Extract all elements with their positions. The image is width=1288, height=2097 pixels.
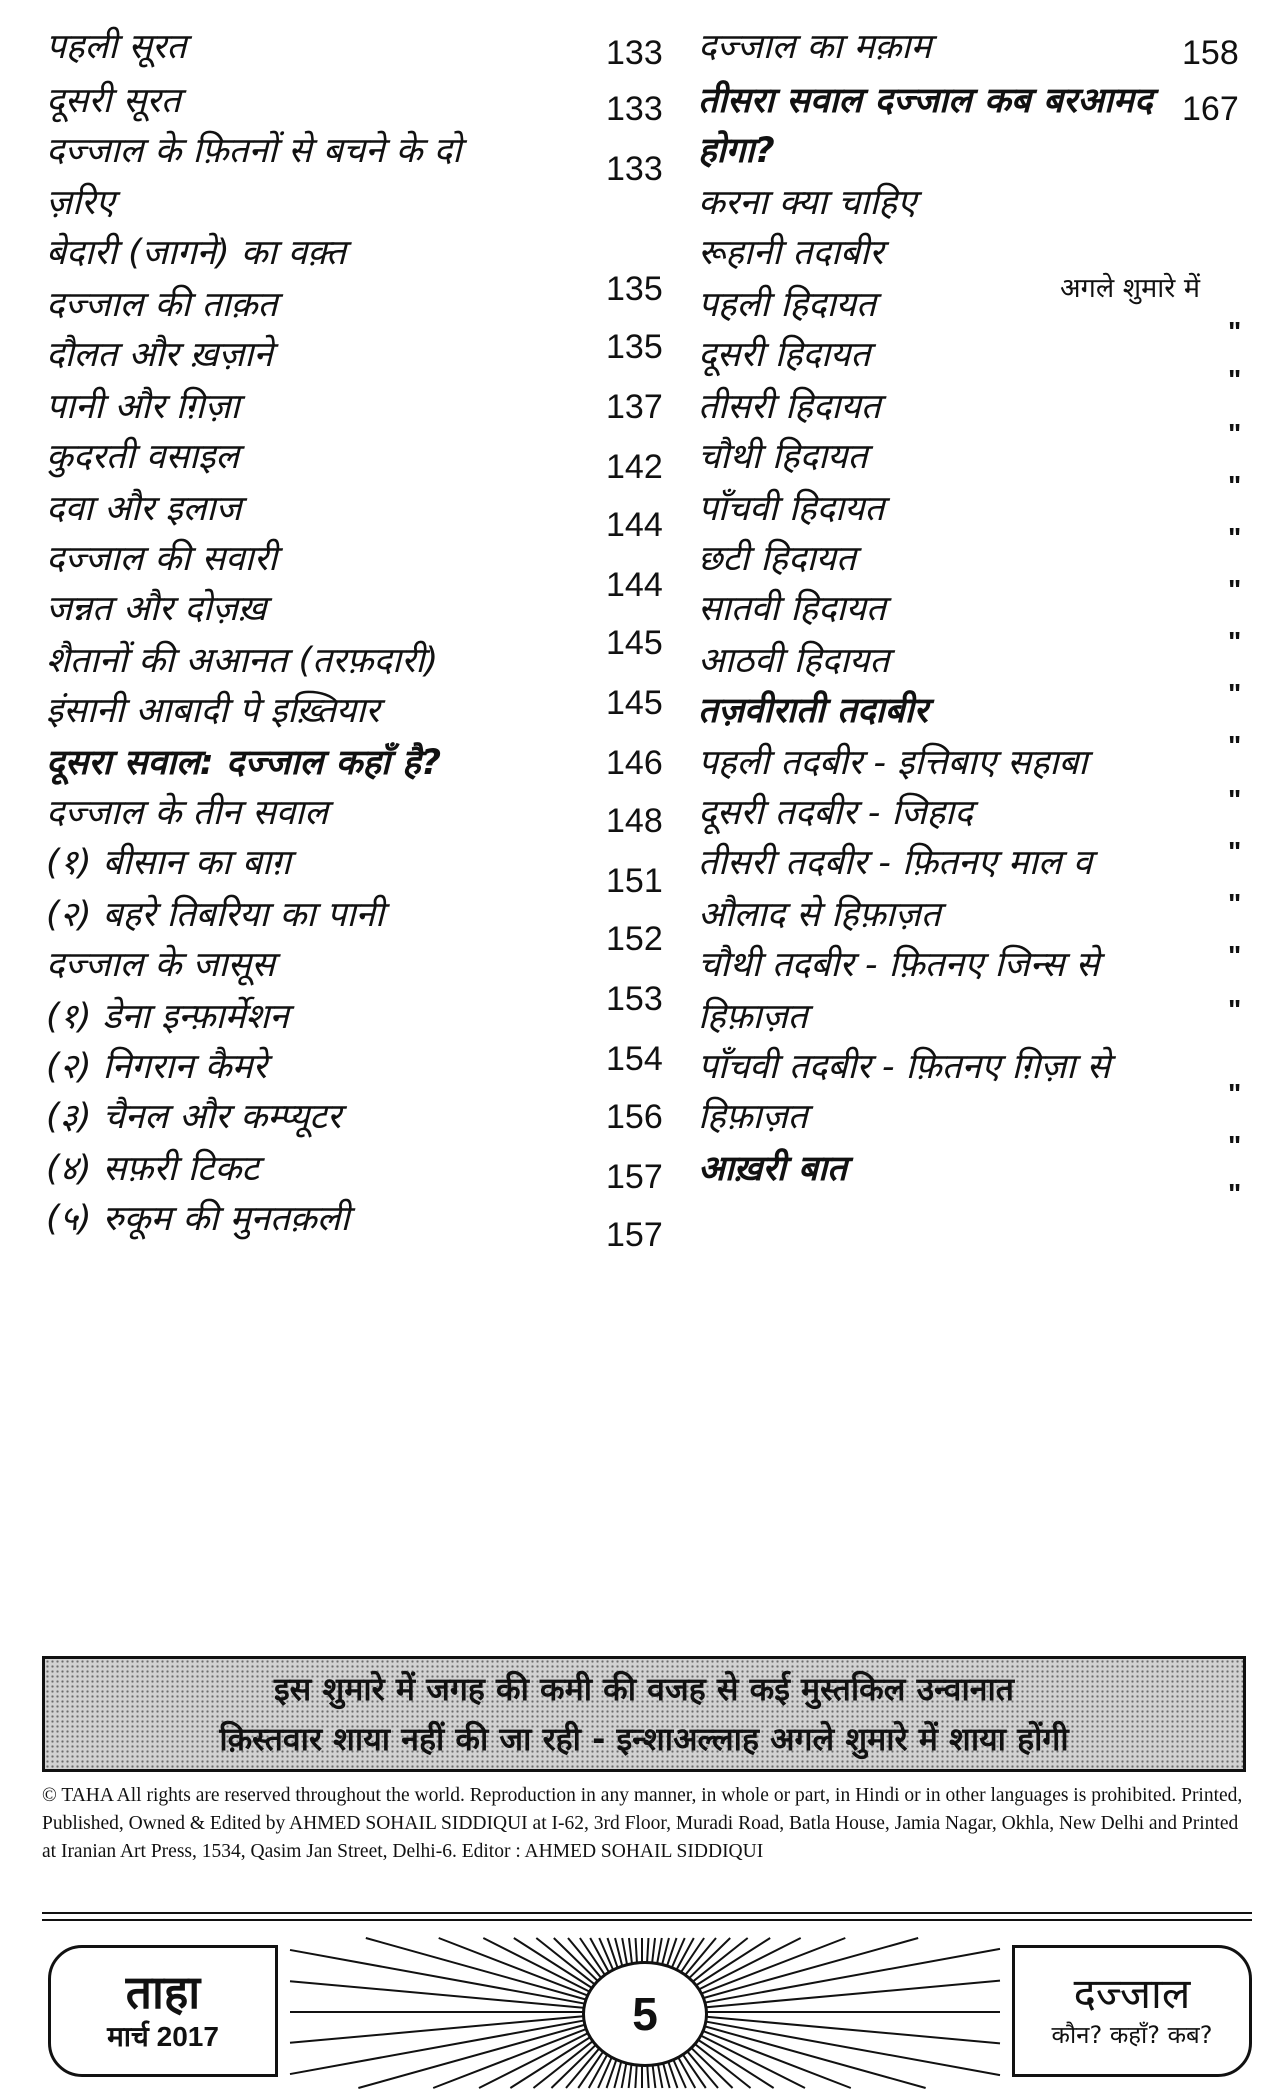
toc-entry-title: आठवी हिदायत <box>698 641 890 681</box>
ditto-mark: " <box>1228 994 1240 1025</box>
series-subtitle: कौन? कहाँ? कब? <box>1051 2020 1213 2049</box>
ditto-mark: " <box>1228 574 1240 605</box>
page-number: 154 <box>606 1040 663 1078</box>
page-number: 157 <box>606 1216 663 1254</box>
toc-entry-title: दूसरी तदबीर - जिहाद <box>698 793 973 833</box>
toc-entry-title: दज्जाल के जासूस <box>46 945 275 985</box>
toc-entry-title: हिफ़ाज़त <box>698 1097 808 1137</box>
footer-rule-bottom <box>42 1919 1252 1921</box>
toc-entry-title: (१) बीसान का बाग़ <box>46 843 291 883</box>
page-number: 133 <box>606 34 663 72</box>
toc-entry-title: (२) बहरे तिबरिया का पानी <box>46 895 385 935</box>
toc-entry-title: तीसरी हिदायत <box>698 387 881 427</box>
page-number: 145 <box>606 684 663 722</box>
toc-entry-title: तीसरा सवाल दज्जाल कब बरआमद <box>698 81 1153 121</box>
ditto-mark: " <box>1228 470 1240 501</box>
toc-entry-title: दौलत और ख़ज़ाने <box>46 335 273 375</box>
toc-entry-title: दज्जाल का मक़ाम <box>698 27 932 67</box>
page-number: 145 <box>606 624 663 662</box>
toc-entry-title: करना क्या चाहिए <box>698 183 917 223</box>
page-number: 151 <box>606 862 663 900</box>
page-number: 156 <box>606 1098 663 1136</box>
series-badge <box>1012 1945 1252 2077</box>
toc-entry-title: रूहानी तदाबीर <box>698 233 884 273</box>
toc-entry-title: पहली सूरत <box>46 27 187 67</box>
ditto-mark: " <box>1228 678 1240 709</box>
page-number: 142 <box>606 448 663 486</box>
notice-box <box>42 1656 1246 1772</box>
page-number: 144 <box>606 566 663 604</box>
magazine-name: ताहा <box>125 1964 201 2019</box>
toc-entry-title: औलाद से हिफ़ाज़त <box>698 895 941 935</box>
toc-entry-title: इंसानी आबादी पे इख़्तियार <box>46 691 380 731</box>
toc-entry-title: आख़री बात <box>698 1149 847 1189</box>
ditto-mark: " <box>1228 1130 1240 1161</box>
toc-entry-title: दूसरा सवाल: दज्जाल कहाँ है? <box>46 743 442 783</box>
page-number: 153 <box>606 980 663 1018</box>
toc-entry-title: (४) सफ़री टिकट <box>46 1149 260 1189</box>
ditto-mark: " <box>1228 1078 1240 1109</box>
page-number: 135 <box>606 328 663 366</box>
ditto-mark: " <box>1228 836 1240 867</box>
toc-entry-title: दवा और इलाज <box>46 489 242 529</box>
ditto-mark: " <box>1228 418 1240 449</box>
footer-rule-top <box>42 1912 1252 1914</box>
toc-entry-title: शैतानों की अआनत (तरफ़दारी) <box>46 641 439 681</box>
series-title: दज्जाल <box>1073 1969 1191 2019</box>
page-number: 133 <box>606 150 663 188</box>
ditto-mark: " <box>1228 888 1240 919</box>
copyright-text: © TAHA All rights are reserved throughout the world. Reproduction in any manner, in whole or part, in Hindi or in other languages is prohibited. Printed, Published, Owned & Edited by AHMED SOHAIL SIDDIQUI at I-62, 3rd Floor, Muradi Road, Batla House, Jamia Nagar, Okhla, New Delhi and Printed at Iranian Art Press, 1534, Qasim Jan Street, Delhi-6. Editor : AHMED SOHAIL SIDDIQUI <box>42 1785 1243 1862</box>
toc-entry-title: पाँचवी हिदायत <box>698 489 885 529</box>
toc-entry-title: जन्नत और दोज़ख़ <box>46 589 267 629</box>
page-number: 157 <box>606 1158 663 1196</box>
page-number: 152 <box>606 920 663 958</box>
toc-entry-title: दूसरी हिदायत <box>698 335 871 375</box>
page-number: 135 <box>606 270 663 308</box>
toc-entry-title: पानी और ग़िज़ा <box>46 387 240 427</box>
toc-entry-title: दज्जाल के तीन सवाल <box>46 793 328 833</box>
toc-entry-title: दज्जाल की ताक़त <box>46 285 278 325</box>
page-number: 144 <box>606 506 663 544</box>
magazine-badge <box>48 1945 278 2077</box>
notice-line-1: इस शुमारे में जगह की कमी की वजह से कई मुस्तकिल उन्वानात <box>273 1670 1015 1708</box>
ditto-mark: " <box>1228 784 1240 815</box>
ditto-mark: " <box>1228 1178 1240 1209</box>
toc-entry-title: तीसरी तदबीर - फ़ितनए माल व <box>698 843 1093 883</box>
page-number: 133 <box>606 90 663 128</box>
toc-entry-title: (५) रुकूम की मुनतक़ली <box>46 1199 350 1239</box>
toc-entry-title: बेदारी (जागने) का वक़्त <box>46 233 346 273</box>
toc-entry-title: तज़वीराती तदाबीर <box>698 691 928 731</box>
next-issue-label: अगले शुमारे में <box>1060 273 1200 304</box>
toc-entry-title: दूसरी सूरत <box>46 81 181 121</box>
toc-entry-title: छटी हिदायत <box>698 539 856 579</box>
ditto-mark: " <box>1228 940 1240 971</box>
page-number: 158 <box>1182 34 1239 72</box>
toc-entry-title: दज्जाल के फ़ितनों से बचने के दो <box>46 131 462 171</box>
toc-entry-title: चौथी तदबीर - फ़ितनए जिन्स से <box>698 945 1100 985</box>
toc-entry-title: (३) चैनल और कम्प्यूटर <box>46 1097 342 1137</box>
ditto-mark: " <box>1228 730 1240 761</box>
page-number: 137 <box>606 388 663 426</box>
toc-entry-title: (१) डेना इन्फ़ार्मेशन <box>46 997 289 1037</box>
page-number: 148 <box>606 802 663 840</box>
toc-entry-title: सातवी हिदायत <box>698 589 886 629</box>
toc-entry-title: ज़रिए <box>46 183 115 223</box>
toc-entry-title: चौथी हिदायत <box>698 437 868 477</box>
toc-entry-title: हिफ़ाज़त <box>698 997 808 1037</box>
toc-entry-title: पाँचवी तदबीर - फ़ितनए ग़िज़ा से <box>698 1047 1111 1087</box>
toc-entry-title: पहली हिदायत <box>698 285 876 325</box>
issue-date: मार्च 2017 <box>107 2021 219 2053</box>
toc-entry-title: कुदरती वसाइल <box>46 437 240 477</box>
ditto-mark: " <box>1228 364 1240 395</box>
toc-entry-title: होगा? <box>698 131 775 171</box>
notice-line-2: क़िस्तवार शाया नहीं की जा रही - इन्शाअल्लाह अगले शुमारे में शाया होंगी <box>219 1720 1069 1758</box>
toc-entry-title: दज्जाल की सवारी <box>46 539 278 579</box>
ditto-mark: " <box>1228 626 1240 657</box>
page-number-badge: 5 <box>582 1961 708 2067</box>
page-number: 167 <box>1182 90 1239 128</box>
ditto-mark: " <box>1228 316 1240 347</box>
toc-entry-title: पहली तदबीर - इत्तिबाए सहाबा <box>698 743 1088 783</box>
toc-entry-title: (२) निगरान कैमरे <box>46 1047 267 1087</box>
page-number: 146 <box>606 744 663 782</box>
ditto-mark: " <box>1228 522 1240 553</box>
